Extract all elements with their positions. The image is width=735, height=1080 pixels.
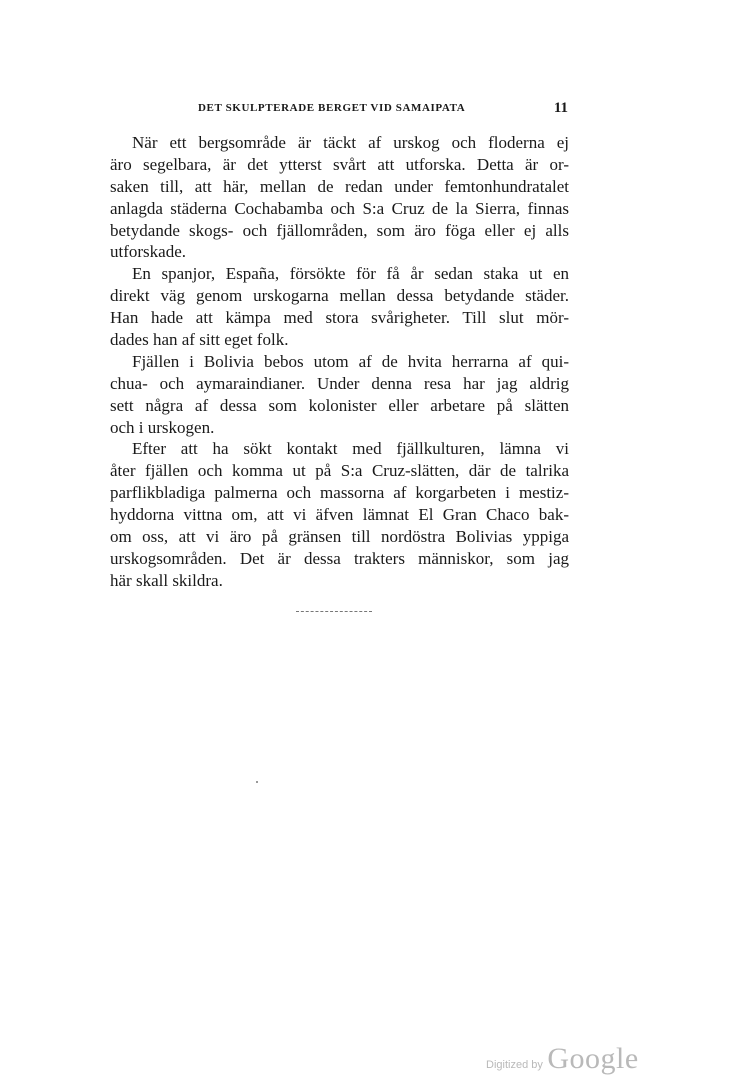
text-line: En spanjor, España, försökte för få år sedan staka ut en — [132, 264, 569, 284]
body-text — [110, 132, 569, 592]
running-title: DET SKULPTERADE BERGET VID SAMAIPATA — [198, 102, 466, 114]
text-line: Efter att ha sökt kontakt med fjällkulturen, lämna vi — [132, 439, 569, 459]
text-line: direkt väg genom urskogarna mellan dessa betydande städer. — [110, 286, 569, 306]
scan-speck — [256, 781, 258, 783]
text-line: Fjällen i Bolivia bebos utom af de hvita herrarna af qui- — [132, 351, 569, 371]
digitized-by-google-watermark — [486, 1042, 639, 1076]
text-line: urskogsområden. Det är dessa trakters människor, som jag — [110, 548, 569, 568]
text-line: betydande skogs- och fjällområden, som äro föga eller ej alls — [110, 220, 569, 240]
text-line: utforskade. — [110, 242, 187, 262]
text-line: sett några af dessa som kolonister eller arbetare på slätten — [110, 395, 569, 415]
text-line: åter fjällen och komma ut på S:a Cruz-slätten, där de talrika — [110, 461, 569, 481]
watermark-brand: Google — [547, 1042, 639, 1075]
section-separator — [296, 611, 372, 613]
page-number: 11 — [553, 100, 568, 116]
text-line: parflikbladiga palmerna och massorna af korgarbeten i mestiz- — [110, 483, 569, 503]
running-header — [110, 102, 570, 120]
text-line: chua- och aymaraindianer. Under denna resa har jag aldrig — [110, 373, 569, 393]
text-line: När ett bergsområde är täckt af urskog och floderna ej — [132, 133, 569, 152]
text-line: Han hade att kämpa med stora svårigheter. Till slut mör- — [110, 308, 569, 328]
text-line: hyddorna vittna om, att vi äfven lämnat El Gran Chaco bak- — [110, 505, 569, 525]
text-line: saken till, att här, mellan de redan under femtonhundratalet — [110, 176, 569, 196]
text-line: här skall skildra. — [110, 570, 223, 590]
text-line: anlagda städerna Cochabamba och S:a Cruz de la Sierra, finnas — [110, 198, 569, 218]
text-line: om oss, att vi äro på gränsen till nordöstra Bolivias yppiga — [110, 527, 569, 547]
text-line: dades han af sitt eget folk. — [110, 330, 289, 350]
watermark-prefix: Digitized by — [486, 1059, 543, 1071]
text-line: och i urskogen. — [110, 417, 215, 437]
text-line: äro segelbara, är det ytterst svårt att utforska. Detta är or- — [110, 154, 569, 174]
